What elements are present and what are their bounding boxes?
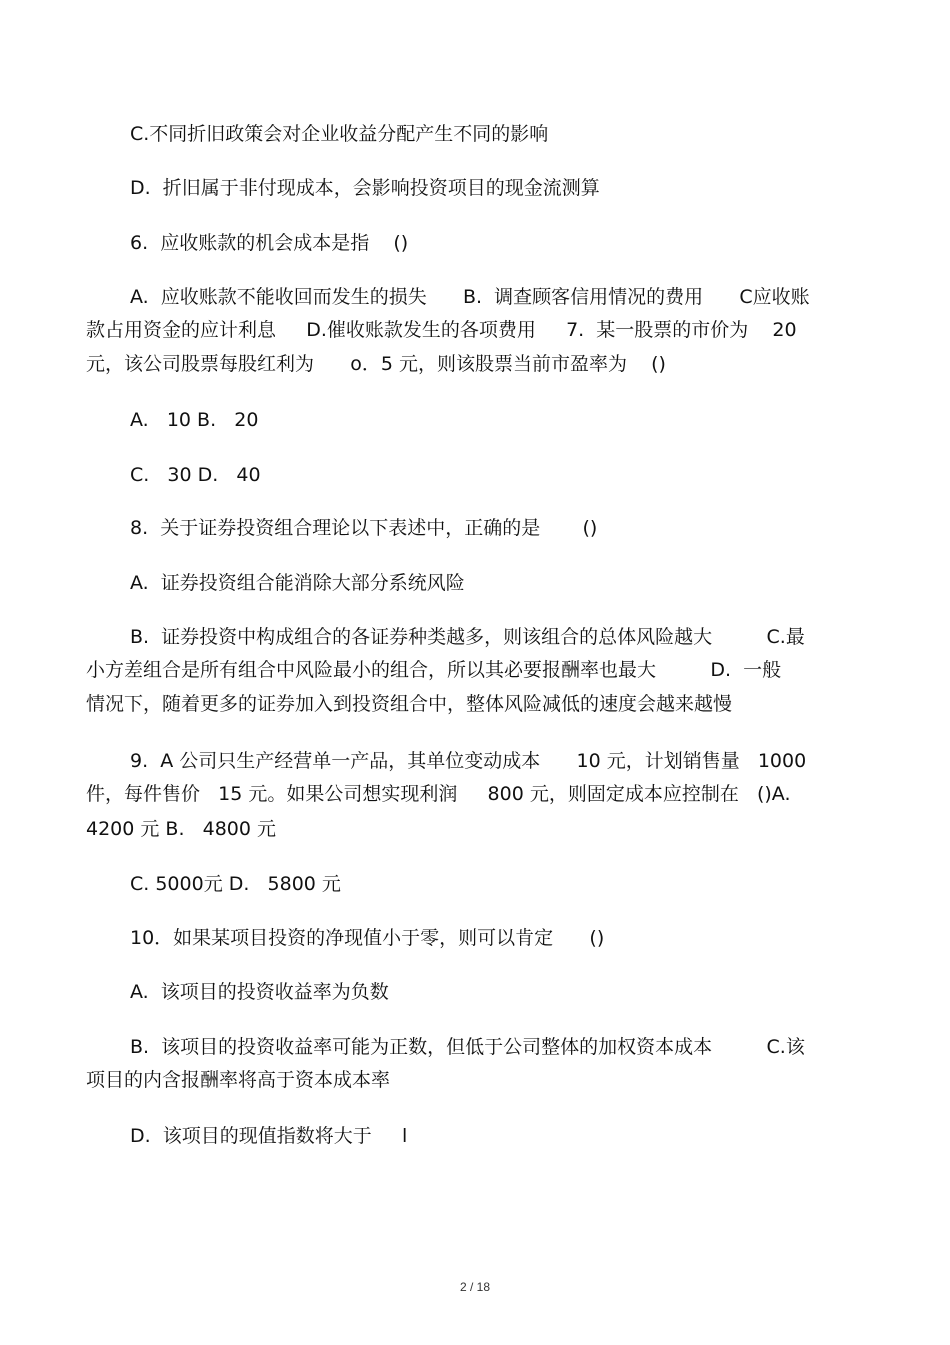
text-line: 6. 应收账款的机会成本是指 () xyxy=(130,232,409,254)
text-line: D. 该项目的现值指数将大于 l xyxy=(130,1125,408,1147)
text-line: A. 该项目的投资收益率为负数 xyxy=(130,981,389,1003)
text-line: A. 应收账款不能收回而发生的损失 B. 调查顾客信用情况的费用 C应收账 xyxy=(130,286,810,308)
text-line: 9. A 公司只生产经营单一产品，其单位变动成本 10 元，计划销售量 1000 xyxy=(130,750,807,772)
text-line: 小方差组合是所有组合中风险最小的组合，所以其必要报酬率也最大 D. 一般 xyxy=(86,659,782,681)
text-line: B. 证券投资中构成组合的各证券种类越多，则该组合的总体风险越大 C.最 xyxy=(130,626,805,648)
text-line: B. 该项目的投资收益率可能为正数，但低于公司整体的加权资本成本 C.该 xyxy=(130,1036,805,1058)
text-line: 10．如果某项目投资的净现值小于零，则可以肯定 () xyxy=(130,927,605,949)
page-number: 2 / 18 xyxy=(459,1280,491,1294)
text-line: A. 10 B. 20 xyxy=(130,409,259,431)
text-line: C. 5000元 D. 5800 元 xyxy=(130,873,341,895)
text-line: 4200 元 B. 4800 元 xyxy=(86,818,277,840)
text-line: 项目的内含报酬率将高于资本成本率 xyxy=(86,1069,391,1091)
text-line: 款占用资金的应计利息 D.催收账款发生的各项费用 7. 某一股票的市价为 20 xyxy=(86,319,797,341)
text-line: C.不同折旧政策会对企业收益分配产生不同的影响 xyxy=(130,123,549,145)
text-line: 8. 关于证券投资组合理论以下表述中，正确的是 () xyxy=(130,517,598,539)
text-line: 元，该公司股票每股红利为 o．5 元，则该股票当前市盈率为 () xyxy=(86,353,666,375)
text-line: C. 30 D. 40 xyxy=(130,464,261,486)
text-line: A. 证券投资组合能消除大部分系统风险 xyxy=(130,572,465,594)
text-line: 情况下，随着更多的证券加入到投资组合中，整体风险减低的速度会越来越慢 xyxy=(86,693,733,715)
text-line: D. 折旧属于非付现成本，会影响投资项目的现金流测算 xyxy=(130,177,600,199)
text-line: 件，每件售价 15 元。如果公司想实现利润 800 元，则固定成本应控制在 ()A. xyxy=(86,783,791,805)
